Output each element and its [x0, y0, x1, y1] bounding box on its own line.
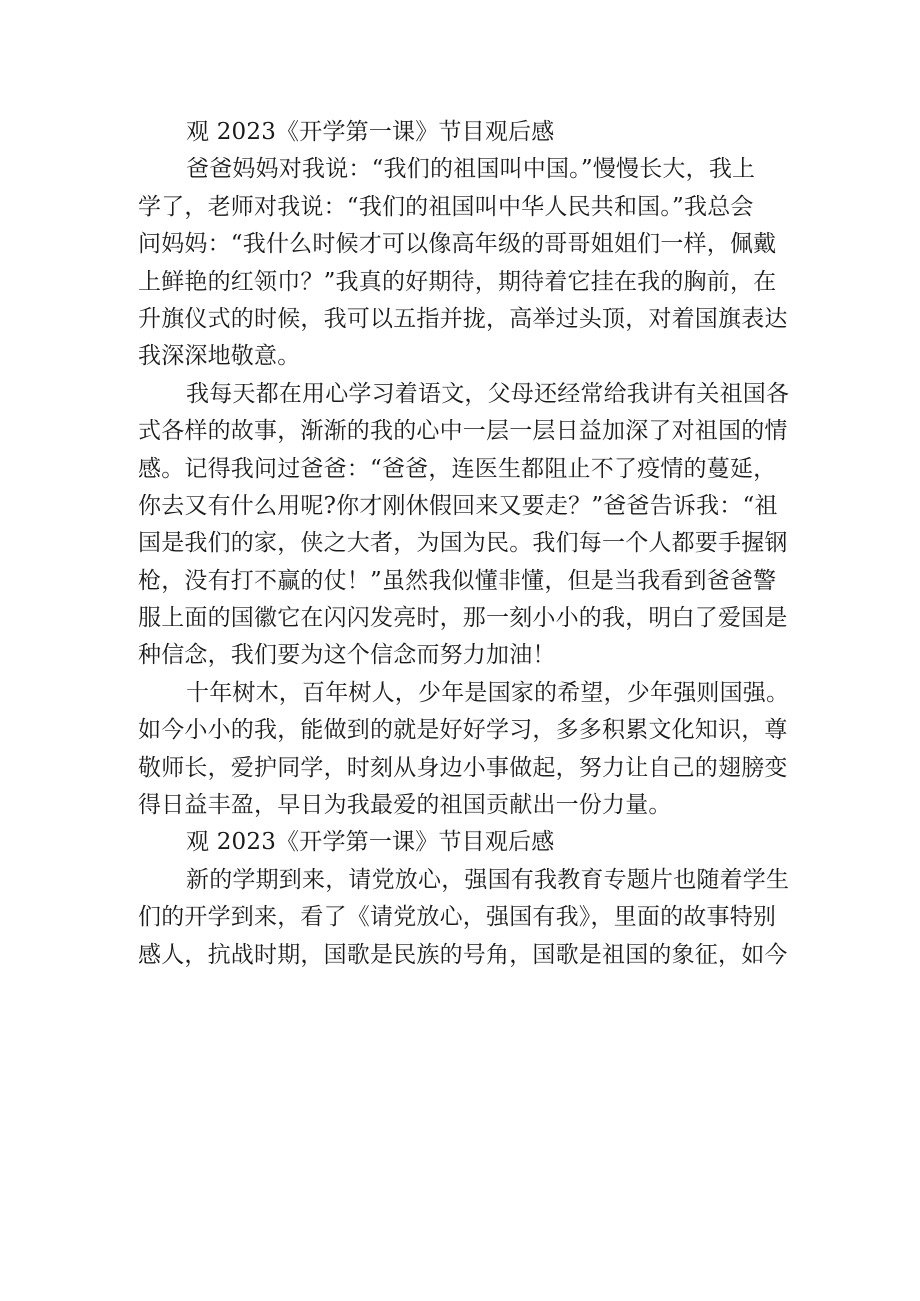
paragraph	[138, 376, 788, 675]
paragraph	[138, 151, 788, 375]
paragraph	[138, 862, 788, 974]
text-line: 十年树木，百年树人，少年是国家的希望，少年强则国强。	[186, 679, 790, 706]
essay-title: 观 2023《开学第一课》节目观后感	[186, 829, 555, 856]
text-line: 国是我们的家，侠之大者，为国为民。我们每一个人都要手握钢	[138, 530, 788, 557]
text-line: 你去又有什么用呢?你才刚休假回来又要走？”爸爸告诉我：“祖	[138, 492, 778, 519]
text-line: 枪，没有打不赢的仗！”虽然我似懂非懂，但是当我看到爸爸警	[138, 567, 777, 594]
document-body	[138, 114, 788, 974]
text-line: 感人，抗战时期，国歌是民族的号角，国歌是祖国的象征，如今	[138, 941, 788, 968]
text-line: 种信念，我们要为这个信念而努力加油！	[138, 642, 556, 669]
text-line: 升旗仪式的时候，我可以五指并拢，高举过头顶，对着国旗表达	[138, 305, 788, 332]
text-line: 学了，老师对我说：“我们的祖国叫中华人民共和国。”我总会	[138, 193, 754, 220]
text-line: 感。记得我问过爸爸：“爸爸，连医生都阻止不了疫情的蔓延，	[138, 455, 777, 482]
text-line: 爸爸妈妈对我说：“我们的祖国叫中国。”慢慢长大，我上	[186, 156, 756, 183]
paragraph	[138, 675, 788, 825]
text-line: 我每天都在用心学习着语文，父母还经常给我讲有关祖国各	[186, 380, 790, 407]
essay-title: 观 2023《开学第一课》节目观后感	[186, 119, 555, 145]
text-line: 我深深地敬意。	[138, 343, 301, 370]
text-line: 上鲜艳的红领巾？”我真的好期待，期待着它挂在我的胸前，在	[138, 268, 777, 295]
text-line: 们的开学到来，看了《请党放心，强国有我》，里面的故事特别	[138, 904, 777, 931]
text-line: 敬师长，爱护同学，时刻从身边小事做起，努力让自己的翅膀变	[138, 754, 788, 781]
text-line: 新的学期到来，请党放心，强国有我教育专题片也随着学生	[186, 866, 790, 893]
text-line: 问妈妈：“我什么时候才可以像高年级的哥哥姐姐们一样，佩戴	[138, 231, 777, 258]
text-line: 如今小小的我，能做到的就是好好学习，多多积累文化知识，尊	[138, 717, 788, 744]
text-line: 得日益丰盈，早日为我最爱的祖国贡献出一份力量。	[138, 792, 672, 819]
text-line: 式各样的故事，渐渐的我的心中一层一层日益加深了对祖国的情	[138, 418, 788, 445]
text-line: 服上面的国徽它在闪闪发亮时，那一刻小小的我，明白了爱国是	[138, 605, 788, 632]
